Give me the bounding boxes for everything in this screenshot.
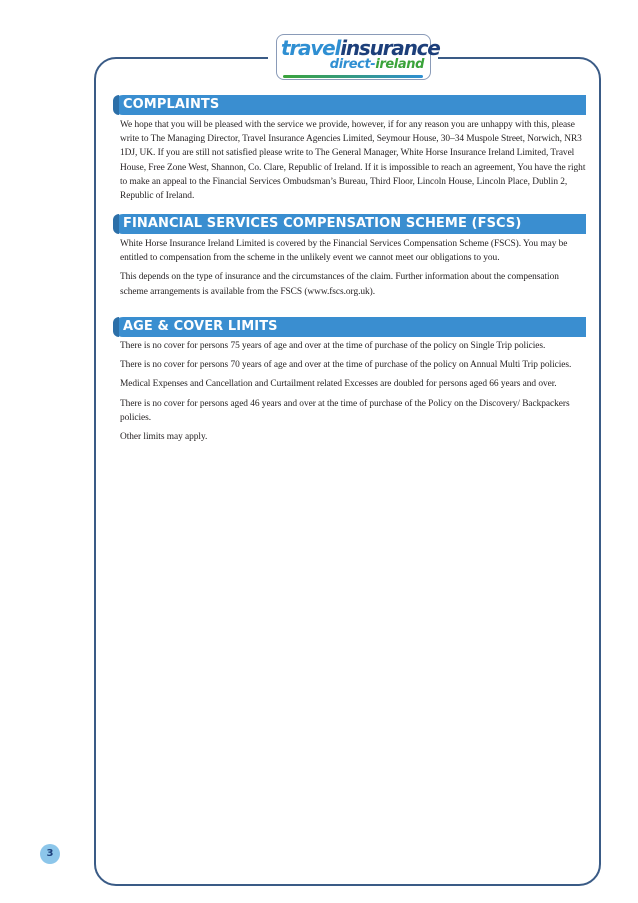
section-header-age-cover-limits <box>113 317 586 337</box>
section-accent <box>113 214 119 234</box>
page-number: 3 <box>40 844 60 864</box>
section-title: FINANCIAL SERVICES COMPENSATION SCHEME (FSCS) <box>123 216 522 231</box>
logo-swoosh <box>283 75 423 78</box>
logo-box <box>276 34 440 80</box>
paragraph: This depends on the type of insurance and the circumstances of the claim. Further information about the compensation scheme arrangements is available from the FSCS (www.fscs.org.uk). <box>120 272 559 297</box>
paragraph: There is no cover for persons 75 years of age and over at the time of purchase of the policy on Single Trip policies. <box>120 341 546 351</box>
section-header-fscs <box>113 214 586 234</box>
paragraph: Other limits may apply. <box>120 432 208 443</box>
paragraph: There is no cover for persons aged 46 years and over at the time of purchase of the Policy on the Discovery/ Backpackers policies. <box>120 398 570 423</box>
logo-travel: travel <box>281 36 341 60</box>
section-title: AGE & COVER LIMITS <box>123 319 278 334</box>
section-accent <box>113 95 119 115</box>
section-body-complaints <box>120 118 586 208</box>
section-header-complaints <box>113 95 586 115</box>
section-body-fscs <box>120 237 586 304</box>
logo-ireland: ireland <box>375 57 424 72</box>
logo-line-2 <box>330 57 424 73</box>
paragraph: We hope that you will be pleased with the service we provide, however, if for any reason you are unhappy with this, please write to The Managing Director, Travel Insurance Agencies Limited, Seymour House, 30–34 Muspole Street, Norwich, NR3 1DJ, UK. If you are still not satisfied please write to The General Manager, White Horse Insurance Ireland Limited, Travel House, Free Zone West, Shannon, Co. Clare, Republic of Ireland. If it is impossible to reach an agreement, You have the right to make an appeal to the Financial Services Ombudsman’s Bureau, Third Floor, Lincoln House, Lincoln Place, Dublin 2, Republic of Ireland. <box>120 120 586 202</box>
section-body-age-cover-limits <box>120 339 586 449</box>
logo-direct: direct- <box>329 57 376 72</box>
logo-insurance: insurance <box>340 36 440 60</box>
paragraph: Medical Expenses and Cancellation and Curtailment related Excesses are doubled for persons aged 66 years and over. <box>120 379 557 390</box>
section-accent <box>113 317 119 337</box>
paragraph: There is no cover for persons 70 years of age and over at the time of purchase of the policy on Annual Multi Trip policies. <box>120 360 572 371</box>
section-title: COMPLAINTS <box>123 97 220 112</box>
paragraph: White Horse Insurance Ireland Limited is covered by the Financial Services Compensation Scheme (FSCS). You may be entitled to compensation from the scheme in the unlikely event we cannot meet our obligations to you. <box>120 239 568 264</box>
brand-logo <box>268 28 438 82</box>
